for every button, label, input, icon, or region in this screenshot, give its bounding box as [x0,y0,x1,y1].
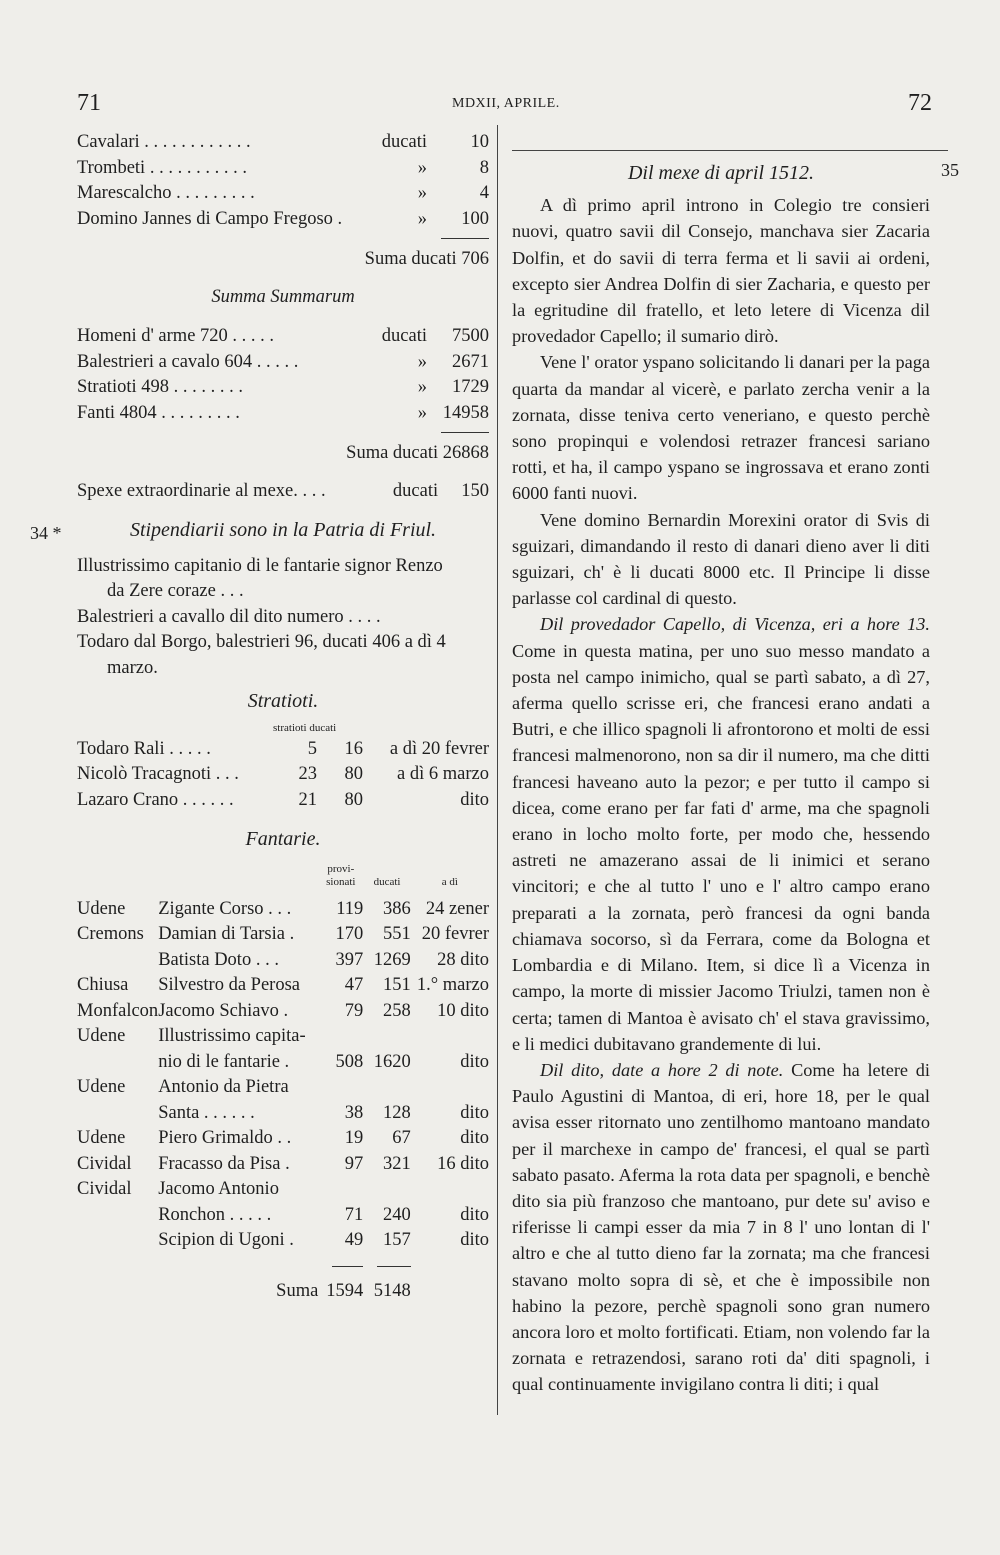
date-cell: dito [460,1128,489,1148]
table-row [77,1050,489,1076]
place-cell [77,1228,158,1254]
ducati-cell: 258 [383,1000,411,1021]
paragraph-text: Come in questa matina, per uno suo messo mandato a posta nel campo inimicho, qual se partì sabato, a dì 27, aferma quello scrisse eri, che francesi erano andati a Butri, e che illico spagnoli li afrontorono et molti de essi francesi malmenorono, non sa dir il numero, ma che ditti francesi haveano auto la pezor; e per tutto il campo si dicea, come erano per far fati d' arme, ma che spagnoli erano in locho molto forte, per modo che, hessendo astreti ne amazerano assai de li inimici et serano vincitori; e che al tutto l' uno e l' altro campo erano preparati a la zornata, però francesi da ogni banda chiamava socorso, sì da Ferrara, come da Bologna et Lombardia e di Milano. Item, si dice lì a Vicenza in campo, la morte di missier Jacomo Triulzi, tamen non è certa; tamen di Mantoa è avisato ch' el stava gravissimo, e li medici dubitavano grandemente di lui. [512,640,930,1054]
ducati-cell [363,1075,410,1101]
date-cell: 16 dito [437,1153,489,1174]
date-cell: 1.° marzo [416,975,489,995]
name-cell: Zigante Corso . . . [158,898,292,919]
provisionati-cell: 19 [344,1128,364,1148]
provisionati-cell: 397 [335,949,364,970]
paragraph: Vene domino Bernardin Morexini orator di Svis di sguizari, dimandando il resto di danari dieno aver li diti sguizari, ch' è li ducati 8000 etc. Il Principe li disse parlasse col cardinal di questo. [512,509,930,609]
row-amount: ducati 10 [381,132,489,152]
header-cell [77,863,158,897]
place-cell [77,1050,158,1076]
paragraph: Vene l' orator yspano solicitando li danari per la paga quarta da mandar al vicerè, e parlato zercha venir a la zornata, disse teniva certo veneriano, e questo perchè sono propinqui e volendosi retrazer francesi sariano rotti, et ha, il campo yspano se ingrossava et erano zonti 6000 fanti nuovi. [512,352,930,504]
date-cell: 20 fevrer [421,924,489,944]
place-cell: Udene [77,1077,126,1097]
friul-block [77,554,489,682]
name-cell: Nicolò Tracagnoti . . . [77,764,239,784]
rule-cell [363,1254,410,1279]
place-cell: Udene [77,1128,126,1148]
ducati-cell: 240 [383,1204,411,1225]
count-cell: 21 [298,789,317,810]
name-cell: Jacomo Antonio [158,1179,279,1199]
paragraph-lead: Dil provedador Capello, di Vicenza, eri a hore 13. [540,614,930,635]
provisionati-cell: 71 [344,1204,364,1225]
page-number-right: 72 [908,90,932,116]
sum-rule-row [77,1254,489,1279]
expense-row [77,181,489,207]
table-row [77,1177,489,1203]
sum-duc-cell: 5148 [373,1280,411,1301]
friul-line: marzo. [107,657,158,678]
expense-row [77,350,489,376]
name-cell: Antonio da Pietra [158,1077,289,1097]
header-cell: a dì [441,875,458,888]
name-cell: Silvestro da Perosa [158,975,300,995]
row-amount: » 100 [417,208,489,229]
name-cell: Illustrissimo capita- [158,1026,306,1046]
row-label: Trombeti . . . . . . . . . . . [77,157,247,178]
name-cell: nio di le fantarie . [158,1051,290,1072]
expense-list-1 [77,130,489,232]
table-row [77,1101,489,1127]
place-cell: Cividal [77,1153,132,1174]
name-cell: Jacomo Schiavo . [158,1000,289,1021]
blank-cell [411,1279,489,1305]
date-cell [411,1075,489,1101]
expense-row [77,401,489,427]
stratioti-header: stratioti ducati [273,721,337,734]
name-cell: Scipion di Ugoni . [158,1230,294,1250]
page-number-left: 71 [77,90,101,116]
place-cell: Cremons [77,924,144,944]
place-cell [77,1203,158,1229]
expense-row [77,375,489,401]
expense-row [77,156,489,182]
row-amount: » 4 [417,183,489,203]
friul-title: Stipendiarii sono in la Patria di Friul. [129,519,437,541]
provisionati-cell: 79 [344,1000,364,1021]
paragraph [512,1057,930,1398]
provisionati-cell [318,1075,363,1101]
sum-rule [441,432,489,441]
ducati-cell: 67 [392,1128,411,1148]
row-label: Balestrieri a cavalo 604 . . . . . [77,351,299,372]
count-cell: 23 [298,764,317,784]
count-cell: 5 [307,738,317,759]
ducati-cell: 128 [383,1102,411,1123]
sum-label-cell: Suma [276,1280,319,1301]
table-row [77,1126,489,1152]
table-row [77,922,489,948]
date-cell: dito [460,1102,489,1123]
paragraph [512,611,930,1056]
row-label: Stratioti 498 . . . . . . . . [77,377,243,397]
expense-row [77,324,489,350]
place-cell: Monfalcon [77,1000,159,1021]
header-cell [158,863,318,897]
row-amount: » 14958 [417,402,489,423]
name-cell: Ronchon . . . . . [158,1204,272,1225]
sum-row [77,1279,489,1305]
sum-line-2: Suma ducati 26868 [346,443,489,463]
summa-title: Summa Summarum [211,286,355,307]
place-cell: Chiusa [77,975,129,995]
row-amount: » 2671 [417,351,489,372]
date-cell: dito [460,789,489,810]
column-divider [497,125,498,1415]
provisionati-cell: 47 [344,975,364,995]
date-cell: dito [460,1051,489,1072]
header-cell: provi- sionati [326,862,356,888]
row-amount: ducati 7500 [381,326,489,346]
date-cell: 10 dito [437,1000,489,1021]
expense-row [77,207,489,233]
name-cell: Damian di Tarsia . [158,924,295,944]
ducati-cell: 551 [383,924,411,944]
header-rule [512,150,948,151]
ducati-cell: 80 [344,789,363,810]
table-row [77,1024,489,1050]
provisionati-cell [318,1177,363,1203]
friul-line: Todaro dal Borgo, balestrieri 96, ducati 406 a dì 4 [77,632,446,652]
row-unit: ducati 150 [392,480,489,501]
table-header-row [77,863,489,897]
date-cell: dito [460,1204,489,1225]
name-cell: Piero Grimaldo . . [158,1128,292,1148]
ducati-cell: 16 [344,738,363,759]
sum-line-1: Suma ducati 706 [364,249,489,269]
place-cell [77,1101,158,1127]
row-label: Fanti 4804 . . . . . . . . . [77,402,240,423]
table-row [77,897,489,923]
ducati-cell: 151 [383,975,411,995]
name-cell: Batista Doto . . . [158,949,279,970]
table-row [77,948,489,974]
friul-line: Balestrieri a cavallo dil dito numero . . . . [77,606,381,627]
date-cell: 28 dito [437,949,489,970]
row-label: Marescalcho . . . . . . . . . [77,183,255,203]
date-cell [411,1024,489,1050]
provisionati-cell: 97 [344,1153,364,1174]
provisionati-cell: 508 [335,1051,364,1072]
row-label: Domino Jannes di Campo Fregoso . [77,208,343,229]
table-row [77,1152,489,1178]
ducati-cell: 321 [383,1153,411,1174]
fantarie-table [77,863,489,1305]
ducati-cell: 1620 [373,1051,411,1072]
date-cell [411,1177,489,1203]
ducati-cell: 386 [383,898,411,919]
section-heading: Dil mexe di april 1512. [627,162,815,184]
row-amount: » 8 [417,157,489,178]
right-column [512,160,930,1398]
rule-cell [318,1254,363,1279]
name-cell: Todaro Rali . . . . . [77,738,211,759]
paragraph-text: Come ha letere di Paulo Agustini di Mantoa, di eri, hore 18, per le qual avisa esser ritornato uno zentilhomo mantoano mandato per il marchexe in campo de' francesi, el qual se partì sabato pasato. Aferma la rota data per spagnoli, e benchè dito sia più franzoso che mantoano, pur dete su' aviso e riferisse li campi esser da mia 7 in 8 l' uno lontan di l' altro e che al tutto dieno far la zornata; ma che francesi stavano molto sopra di sè, et che è impossibile non habino la pezore, perchè spagnoli sono gran numero ancora loro et molto fortificati. Etiam, non volendo far la zornata e retrazendosi, sarano roti da' diti spagnoli, i qual continuamente invigilano contra li diti; i qual [512,1059,930,1395]
place-cell: Udene [77,898,126,919]
margin-note-left: 34 * [30,523,62,543]
table-row [77,999,489,1025]
table-row [77,737,489,763]
blank-cell [77,1279,158,1305]
ducati-cell: 1269 [373,949,411,970]
date-cell: 24 zener [425,898,489,919]
running-title: MDXII, APRILE. [452,96,560,111]
provisionati-cell: 38 [344,1102,364,1123]
blank-cell [411,1254,489,1279]
row-amount: » 1729 [417,377,489,397]
date-cell: dito [460,1230,489,1250]
spexe-row [77,479,489,505]
place-cell: Udene [77,1026,126,1046]
date-cell: a dì 20 fevrer [389,738,489,759]
provisionati-cell: 49 [344,1230,364,1250]
friul-line: da Zere coraze . . . [107,581,244,601]
paragraph-lead: Dil dito, date a hore 2 di note. [540,1059,784,1080]
table-row [77,1075,489,1101]
stratioti-title: Stratioti. [247,690,319,712]
provisionati-cell: 119 [336,898,364,919]
stratioti-table [77,737,489,814]
provisionati-cell: 170 [335,924,364,944]
table-row [77,973,489,999]
table-row [77,1203,489,1229]
margin-number-right: 35 [941,160,959,180]
ducati-cell: 157 [383,1230,411,1250]
sum-prov-cell: 1594 [326,1280,364,1301]
left-column [77,130,489,1304]
friul-line: Illustrissimo capitanio di le fantarie signor Renzo [77,555,443,576]
date-cell: a dì 6 marzo [397,764,489,784]
blank-cell [158,1254,318,1279]
ducati-cell [363,1177,410,1203]
row-label: Cavalari . . . . . . . . . . . . [77,132,251,152]
blank-cell [77,1254,158,1279]
name-cell: Lazaro Crano . . . . . . [77,789,234,810]
fantarie-title: Fantarie. [245,828,321,850]
table-row [77,1228,489,1254]
provisionati-cell [318,1024,363,1050]
row-label: Spexe extraordinarie al mexe. . . . [77,480,326,501]
table-row [77,762,489,788]
place-cell: Cividal [77,1179,132,1199]
row-label: Homeni d' arme 720 . . . . . [77,326,275,346]
expense-list-2 [77,324,489,426]
expense-row [77,130,489,156]
sum-rule [441,238,489,247]
table-row [77,788,489,814]
ducati-cell [363,1024,410,1050]
header-cell: ducati [373,875,401,888]
place-cell [77,948,158,974]
ducati-cell: 80 [344,764,363,784]
name-cell: Fracasso da Pisa . [158,1153,290,1174]
name-cell: Santa . . . . . . [158,1102,255,1123]
paragraph: A dì primo april introno in Colegio tre consieri nuovi, quatro savii dil Consejo, manchava sier Zacaria Dolfin, et do savii di terra ferma et li savii ai ordeni, excepto sier Andrea Dolfin di sier Zacharia, e questo per la egritudine dil fratello, et leto letere di Vicenza dil provedador Capello; il sumario dirò. [512,195,930,347]
